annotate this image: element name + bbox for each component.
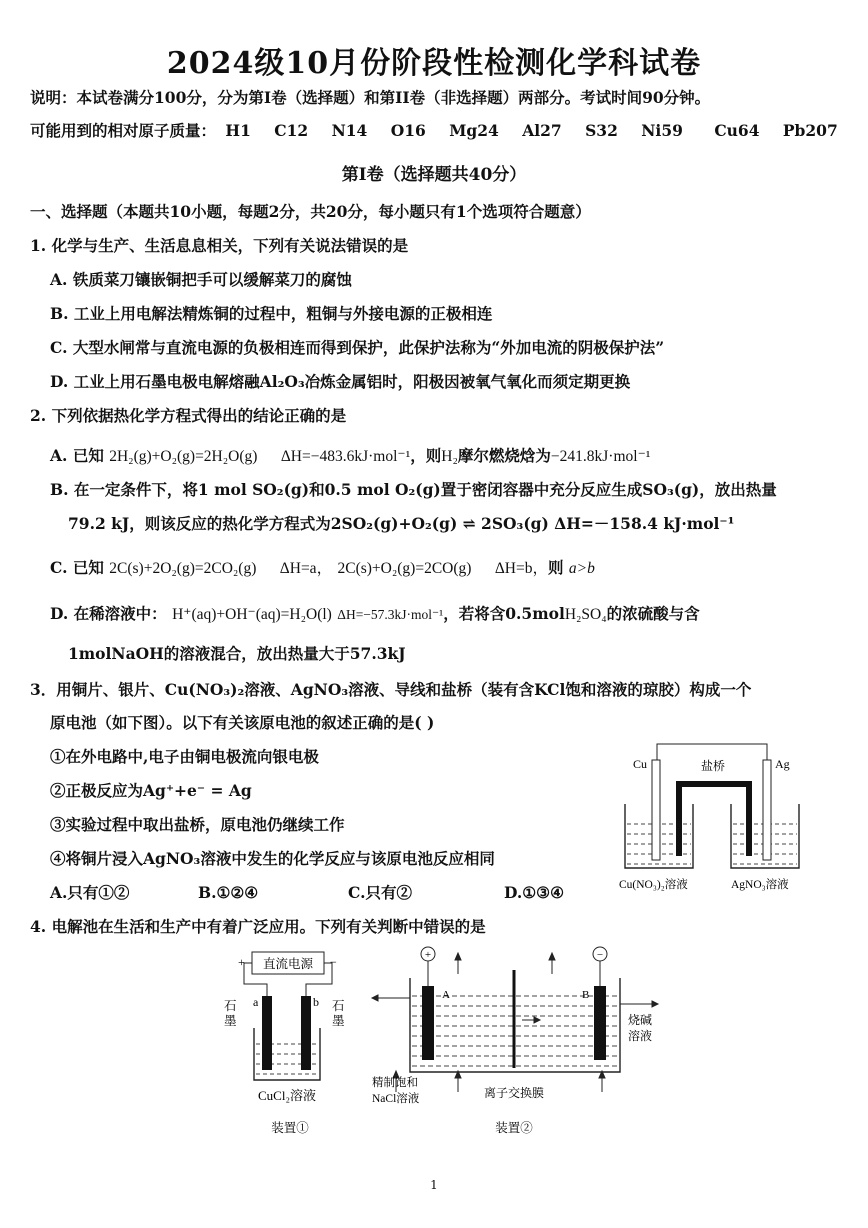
naoh-label-1: 烧碱 [628, 1013, 653, 1027]
cu-label: Cu [633, 757, 648, 771]
q3-stem-line2: 原电池（如下图）。以下有关该原电池的叙述正确的是( ) [50, 713, 435, 732]
left-graphite-label-1: 石 [224, 999, 237, 1013]
salt-bridge-label: 盐桥 [701, 759, 726, 773]
right-graphite-label-2: 墨 [332, 1014, 345, 1028]
q2-d-prefix: D. 在稀溶液中： [50, 604, 167, 623]
right-graphite-label-1: 石 [332, 999, 345, 1013]
atomic-masses-line [30, 121, 838, 141]
q1-option-b: B. 工业上用电解法精炼铜的过程中，粗铜与外接电源的正极相连 [50, 304, 493, 323]
atomic-mass: Al27 [522, 121, 562, 140]
q1-option-c: C. 大型水闸常与直流电源的负极相连而得到保护，此保护法称为“外加电流的阴极保护法” [50, 338, 665, 357]
exam-title: 2024级10月份阶段性检测化学科试卷 [166, 46, 702, 81]
q2-c-eq2: 2C(s)+O₂(g)=2CO(g) [337, 560, 472, 577]
section-title: 第I卷（选择题共40分） [341, 165, 527, 185]
q2-d-enthalpy: ΔH=−57.3kJ·mol⁻¹ [337, 607, 444, 622]
q2-d-eq: H⁺(aq)+OH⁻(aq)=H₂O(l) [172, 606, 332, 623]
q2-a-then: ，则 [410, 446, 442, 465]
q1-option-a: A. 铁质菜刀镶嵌铜把手可以缓解菜刀的腐蚀 [50, 270, 352, 289]
inlet-label-1: 精制饱和 [372, 1077, 418, 1089]
q2-a-equation: 2H₂(g)+O₂(g)=2H₂O(g) [109, 448, 258, 465]
electrode-A-label: A [442, 989, 450, 1001]
q3-stem-line1: 3．用铜片、银片、Cu(NO₃)₂溶液、AgNO₃溶液、导线和盐桥（装有含KCl饱和溶液的琼胶）构成一个 [30, 680, 752, 699]
plus-sign: + [238, 955, 245, 969]
galvanic-cell-diagram [615, 738, 815, 898]
cathode-sign: − [596, 949, 604, 961]
atomic-masses-label: 可能用到的相对原子质量： [30, 121, 217, 140]
atomic-mass: Cu64 [714, 121, 760, 140]
ag-electrode [763, 760, 771, 860]
electrode-B [594, 986, 606, 1060]
ag-label: Ag [775, 757, 790, 771]
device-1-caption: 装置① [271, 1121, 309, 1135]
q2-option-d [50, 604, 700, 625]
q3-choices [50, 883, 564, 903]
q1-option-d: D. 工业上用石墨电极电解熔融Al₂O₃冶炼金属铝时，阳极因被氧气氧化而须定期更换 [50, 372, 631, 391]
electrode-A [422, 986, 434, 1060]
naoh-label-2: 溶液 [628, 1029, 653, 1043]
cucl2-label: CuCl₂溶液 [258, 1088, 316, 1103]
electrode-a-label: a [253, 995, 259, 1009]
q2-c-prefix: C. 已知 [50, 558, 104, 577]
q2-a-prefix: A. 已知 [50, 446, 104, 465]
atomic-mass: O16 [390, 121, 426, 140]
q3-choice-a: A.只有①② [50, 883, 130, 902]
atomic-mass: H1 [225, 121, 251, 140]
atomic-mass: C12 [274, 121, 309, 140]
part-title: 一、选择题（本题共10小题，每题2分，共20分，每小题只有1个选项符合题意） [30, 202, 591, 221]
q2-option-b-line2: 79.2 kJ，则该反应的热化学方程式为2SO₂(g)+O₂(g) ⇌ 2SO₃(g) ΔH=－158.4 kJ·mol⁻¹ [68, 514, 735, 533]
cu-electrode [652, 760, 660, 860]
q2-option-b-line1: B. 在一定条件下，将1 mol SO₂(g)和0.5 mol O₂(g)置于密闭容器中充分反应生成SO₃(g)，放出热量 [50, 480, 777, 499]
q3-choice-b: B.①②④ [198, 883, 259, 902]
graphite-electrode-a [262, 996, 272, 1070]
q2-d-mid: ，若将含0.5mol [443, 604, 565, 623]
q2-c-then: 则 [548, 558, 564, 577]
q2-a-enthalpy: ΔH=−483.6kJ·mol⁻¹ [280, 448, 411, 465]
graphite-electrode-b [301, 996, 311, 1070]
q2-option-c [50, 558, 595, 579]
right-solution-label: AgNO₃溶液 [731, 879, 789, 891]
q2-d-tail: 的浓硫酸与含 [606, 604, 700, 623]
q2-option-d-line2: 1molNaOH的溶液混合，放出热量大于57.3kJ [68, 644, 406, 663]
q1-stem: 1. 化学与生产、生活息息相关，下列有关说法错误的是 [30, 236, 409, 255]
q3-statement-3: ③实验过程中取出盐桥，原电池仍继续工作 [50, 815, 345, 834]
device-2-caption: 装置② [495, 1121, 533, 1135]
q3-statement-1: ①在外电路中,电子由铜电极流向银电极 [50, 747, 319, 766]
anode-sign: + [424, 949, 432, 961]
q2-a-value: −241.8kJ·mol⁻¹ [550, 448, 651, 465]
q2-a-h2: H₂ [441, 448, 458, 465]
inlet-label-2: NaCl溶液 [372, 1093, 420, 1105]
left-solution-label: Cu(NO₃)₂溶液 [619, 879, 688, 891]
instructions: 说明：本试卷满分100分，分为第I卷（选择题）和第II卷（非选择题）两部分。考试时间90分钟。 [30, 88, 711, 107]
q2-c-relation: a>b [568, 560, 595, 577]
page-number: 1 [430, 1178, 438, 1192]
salt-bridge [679, 784, 749, 856]
q2-c-dh1: ΔH=a， [279, 560, 333, 577]
electrolysis-device-1 [220, 948, 350, 1138]
membrane-label: 离子交换膜 [483, 1086, 545, 1100]
q3-choice-c: C.只有② [348, 883, 412, 902]
electrode-B-label: B [582, 989, 590, 1001]
q2-stem: 2. 下列依据热化学方程式得出的结论正确的是 [30, 406, 347, 425]
q3-statement-2: ②正极反应为Ag⁺+e⁻ = Ag [50, 781, 252, 800]
q2-d-acid: H₂SO₄ [564, 606, 607, 623]
atomic-mass: Ni59 [641, 121, 683, 140]
atomic-mass: Mg24 [449, 121, 499, 140]
dc-power-label: 直流电源 [262, 957, 314, 971]
external-wire [657, 744, 767, 760]
q3-choice-d: D.①③④ [504, 883, 564, 902]
minus-sign: − [330, 955, 337, 969]
atomic-mass: Pb207 [782, 121, 838, 140]
q2-c-dh2: ΔH=b， [494, 560, 548, 577]
q2-option-a [50, 446, 650, 467]
q3-statement-4: ④将铜片浸入AgNO₃溶液中发生的化学反应与该原电池反应相同 [50, 849, 495, 868]
q2-a-mid: 摩尔燃烧焓为 [457, 446, 551, 465]
electrolysis-device-2 [370, 940, 670, 1140]
left-graphite-label-2: 墨 [224, 1014, 237, 1028]
atomic-mass: S32 [585, 121, 618, 140]
q4-stem: 4. 电解池在生活和生产中有着广泛应用。下列有关判断中错误的是 [30, 917, 486, 936]
electrode-b-label: b [313, 995, 319, 1009]
atomic-mass: N14 [331, 121, 368, 140]
q2-c-eq1: 2C(s)+2O₂(g)=2CO₂(g) [109, 560, 257, 577]
